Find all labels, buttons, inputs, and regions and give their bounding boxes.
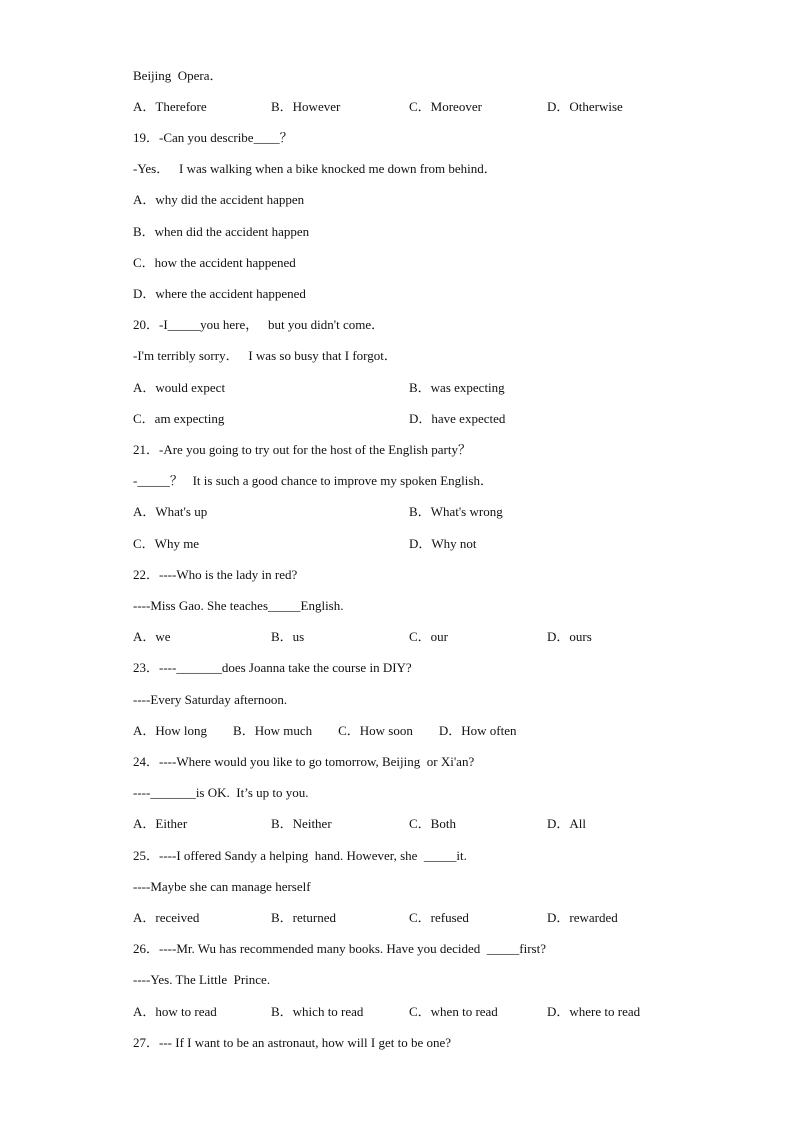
answer-line: -_____？ It is such a good chance to improve my spoken English．	[133, 473, 493, 488]
answer-line: ----Maybe she can manage herself	[133, 879, 311, 894]
options-row: A．How long B．How much C．How soon D．How often	[133, 723, 517, 738]
option-c: C．when to read	[409, 1004, 498, 1019]
option-c: C．Both	[409, 816, 456, 831]
answer-line: ----Every Saturday afternoon.	[133, 692, 288, 707]
option-d: D．Otherwise	[547, 99, 623, 114]
option-a: A．we	[133, 629, 171, 644]
option-b: B．However	[271, 99, 341, 114]
question-27: 27．--- If I want to be an astronaut, how will I get to be one?	[133, 1035, 452, 1050]
question-26: 26．----Mr. Wu has recommended many books. Have you decided _____first?	[133, 941, 546, 956]
answer-line: ----Miss Gao. She teaches_____English.	[133, 598, 344, 613]
option-d: D．where the accident happened	[133, 286, 306, 301]
option-d: D．Why not	[409, 536, 477, 551]
option-a: A．What's up	[133, 504, 208, 519]
option-c: C．how the accident happened	[133, 255, 296, 270]
option-d: D．where to read	[547, 1004, 641, 1019]
option-a: A．received	[133, 910, 200, 925]
option-a: A．Either	[133, 816, 188, 831]
answer-line: ----Yes. The Little Prince.	[133, 972, 271, 987]
option-a: A．would expect	[133, 380, 226, 395]
option-a: A．why did the accident happen	[133, 192, 305, 207]
option-d: D．ours	[547, 629, 592, 644]
question-25: 25．----I offered Sandy a helping hand. However, she _____it.	[133, 848, 467, 863]
option-b: B．which to read	[271, 1004, 364, 1019]
answer-line: -Yes． I was walking when a bike knocked me down from behind．	[133, 161, 497, 176]
question-23: 23．----_______does Joanna take the course in DIY?	[133, 660, 412, 675]
option-b: B．was expecting	[409, 380, 505, 395]
option-c: C．Why me	[133, 536, 200, 551]
option-b: B．us	[271, 629, 305, 644]
option-c: C．our	[409, 629, 449, 644]
option-d: D．All	[547, 816, 587, 831]
option-a: A．how to read	[133, 1004, 217, 1019]
option-b: B．Neither	[271, 816, 332, 831]
question-19: 19．-Can you describe____？	[133, 130, 293, 145]
option-b: B．What's wrong	[409, 504, 503, 519]
answer-line: -I'm terribly sorry． I was so busy that I forgot．	[133, 348, 397, 363]
option-d: D．rewarded	[547, 910, 618, 925]
option-a: A．Therefore	[133, 99, 207, 114]
option-d: D．have expected	[409, 411, 506, 426]
question-20: 20．-I_____you here， but you didn't come．	[133, 317, 385, 332]
option-b: B．returned	[271, 910, 336, 925]
option-c: C．refused	[409, 910, 469, 925]
question-24: 24．----Where would you like to go tomorrow, Beijing or Xi'an?	[133, 754, 475, 769]
option-c: C．am expecting	[133, 411, 225, 426]
question-22: 22．----Who is the lady in red?	[133, 567, 298, 582]
option-b: B．when did the accident happen	[133, 224, 310, 239]
answer-line: ----_______is OK. It’s up to you.	[133, 785, 309, 800]
question-21: 21．-Are you going to try out for the host of the English party？	[133, 442, 471, 457]
option-c: C．Moreover	[409, 99, 482, 114]
question-text: Beijing Opera．	[133, 68, 223, 83]
